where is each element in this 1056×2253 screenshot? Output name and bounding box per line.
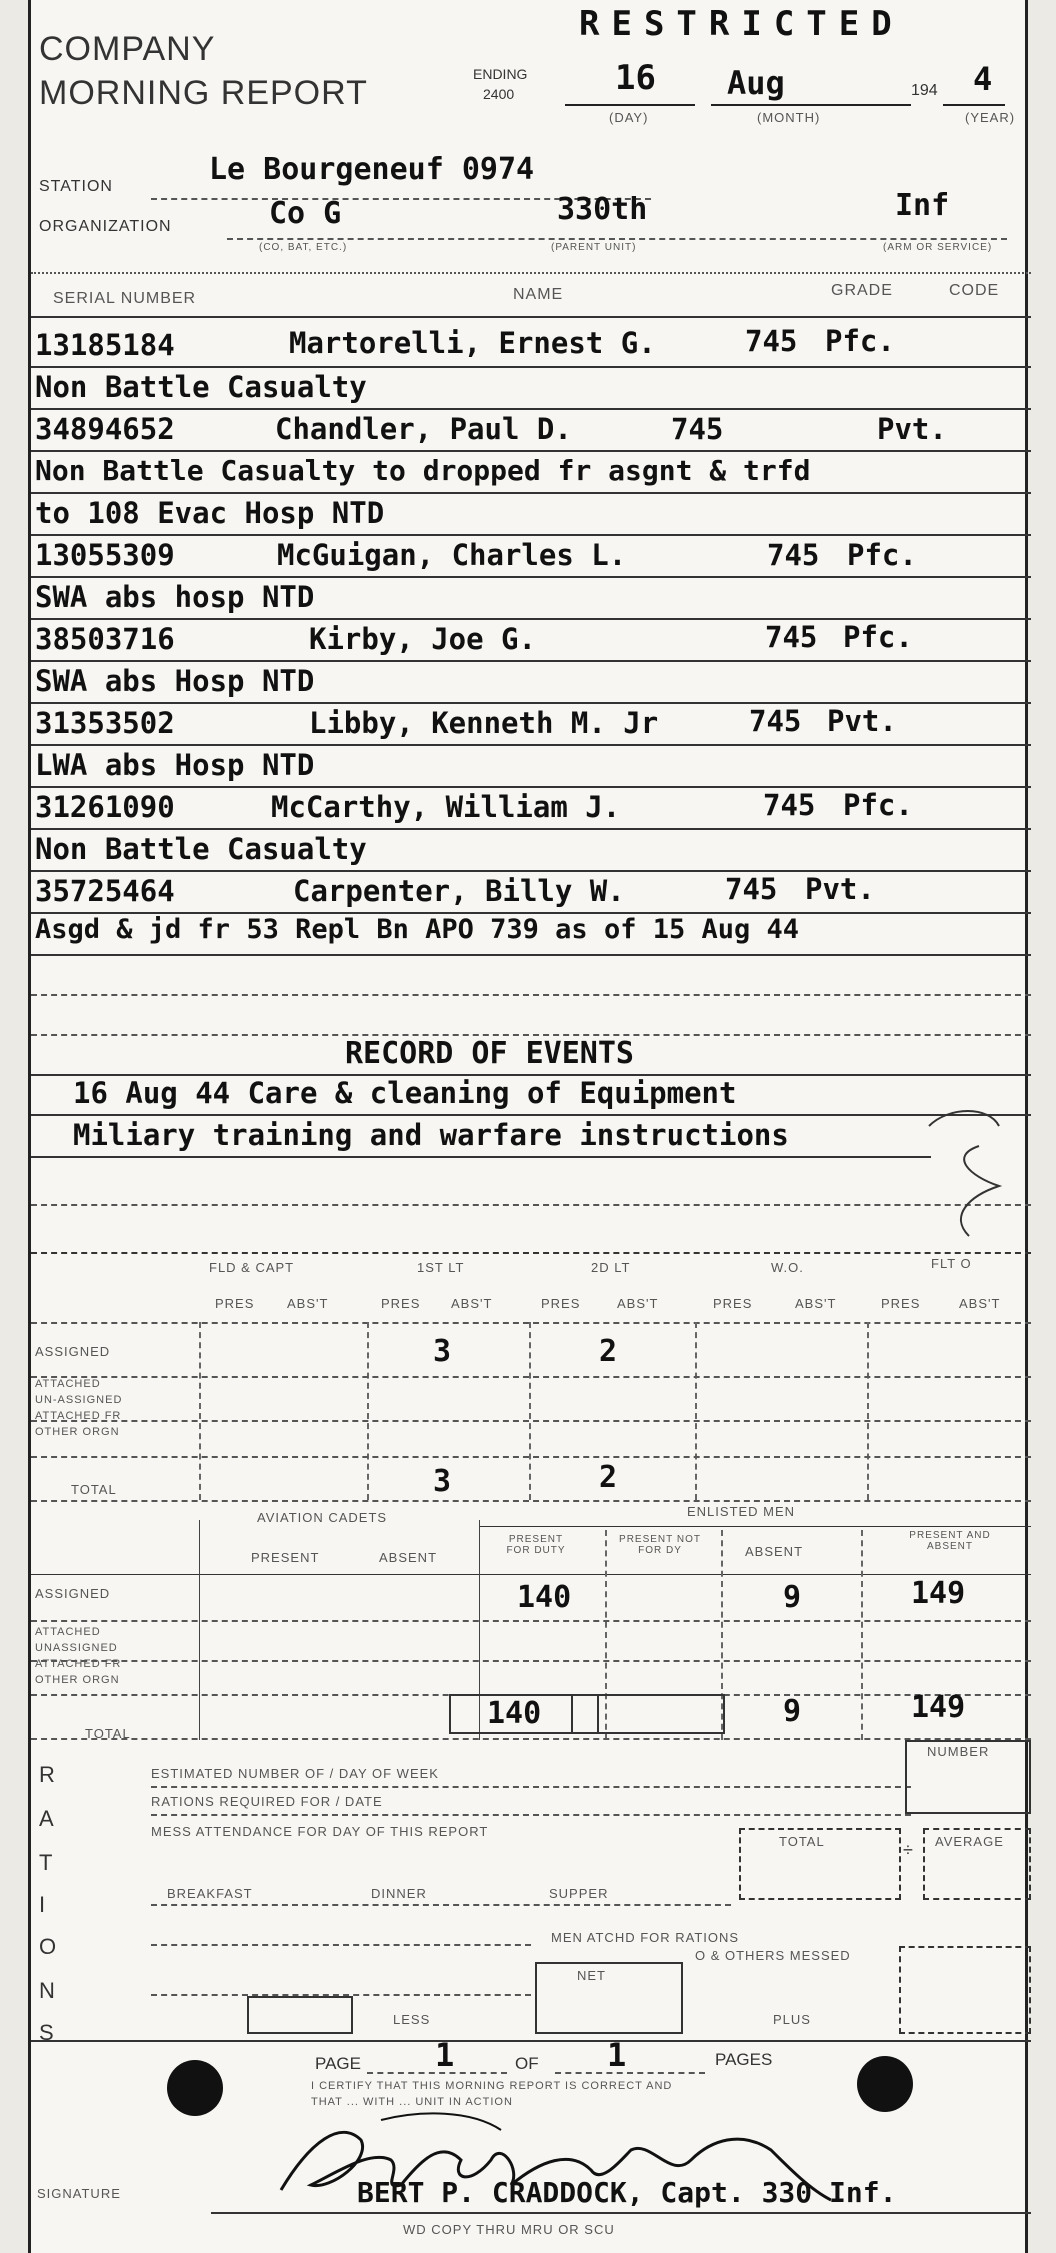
row-label-other-orgn: OTHER ORGN — [35, 1674, 120, 1686]
year-underline — [943, 104, 1005, 106]
page-label: PAGE — [315, 2054, 361, 2073]
row-label-assigned: ASSIGNED — [35, 1586, 111, 1601]
report-month: Aug — [727, 64, 785, 102]
entry-grade: Pfc. — [843, 788, 913, 822]
strength-col-divider — [867, 1322, 869, 1500]
entry-rule — [31, 870, 1031, 872]
entry-note: Asgd & jd fr 53 Repl Bn APO 739 as of 15 Aug 44 — [35, 914, 800, 945]
rations-rule — [151, 1904, 731, 1906]
row-label-attached: ATTACHED — [35, 1378, 101, 1390]
total-em-present-duty: 140 — [487, 1696, 542, 1731]
row-label-attached-fr: ATTACHED FR — [35, 1410, 122, 1422]
rations-letter: I — [39, 1892, 46, 1917]
entry-note-continued: to 108 Evac Hosp NTD — [35, 496, 385, 530]
morning-report-form — [28, 0, 1028, 2253]
assigned-em-absent: 9 — [783, 1580, 802, 1615]
row-label-attached: ATTACHED — [35, 1626, 101, 1638]
rations-letter: T — [39, 1850, 53, 1875]
entry-name: Carpenter, Billy W. — [293, 874, 625, 908]
assigned-2d-lt-present: 2 — [599, 1334, 618, 1369]
rations-rule — [151, 1944, 531, 1946]
station-value: Le Bourgeneuf 0974 — [209, 152, 535, 187]
time-label: 2400 — [483, 86, 515, 102]
strength-col-divider — [529, 1322, 531, 1500]
entry-name: Martorelli, Ernest G. — [289, 326, 656, 360]
row-label-other-orgn: OTHER ORGN — [35, 1426, 120, 1438]
sub-header: PRES — [881, 1296, 921, 1311]
entry-note: Non Battle Casualty — [35, 832, 367, 866]
pages-label: PAGES — [715, 2050, 773, 2069]
report-day: 16 — [615, 58, 656, 98]
dinner-label: DINNER — [371, 1886, 427, 1901]
entry-grade: Pfc. — [847, 538, 917, 572]
entry-rule — [31, 744, 1031, 746]
organization-line — [227, 238, 1007, 240]
plus-label: PLUS — [773, 2012, 811, 2027]
events-rule — [31, 1156, 931, 1158]
strength-row-rule — [31, 1376, 1031, 1378]
col-flt-o: FLT O — [931, 1256, 972, 1271]
entry-code: 745 — [763, 788, 816, 822]
events-rule — [31, 1114, 1031, 1116]
page-number: 1 — [435, 2036, 455, 2074]
entry-serial: 13055309 — [35, 538, 175, 572]
binder-hole-right — [857, 2056, 913, 2112]
net-box — [535, 1962, 683, 2034]
rations-rule — [151, 1814, 911, 1816]
rations-required-line: RATIONS REQUIRED FOR / DATE — [151, 1794, 383, 1809]
sub-header: ABS'T — [795, 1296, 837, 1311]
column-header-rule — [31, 316, 1031, 318]
entry-rule — [31, 954, 1031, 956]
sub-header: ABS'T — [959, 1296, 1001, 1311]
entry-name: Chandler, Paul D. — [275, 412, 572, 446]
events-line-1: 16 Aug 44 Care & cleaning of Equipment — [73, 1076, 737, 1110]
total-not-duty-box — [571, 1694, 725, 1734]
events-blank-line — [31, 1204, 1031, 1206]
parent-caption: (PARENT UNIT) — [551, 242, 637, 253]
number-label: NUMBER — [927, 1744, 990, 1759]
enlisted-header-rule — [479, 1526, 1031, 1527]
rations-letter: R — [39, 1762, 55, 1787]
of-label: OF — [515, 2054, 539, 2073]
certify-line-1: I CERTIFY THAT THIS MORNING REPORT IS CORRECT AND — [311, 2080, 673, 2092]
restricted-stamp: RESTRICTED — [579, 4, 904, 44]
form-title-line2: MORNING REPORT — [39, 74, 368, 112]
rations-rule — [151, 1786, 911, 1788]
sub-present-and-absent: PRESENT AND ABSENT — [909, 1530, 991, 1552]
total-label: TOTAL — [779, 1834, 825, 1849]
entry-code: 745 — [671, 412, 724, 446]
sub-header: PRES — [381, 1296, 421, 1311]
strength2-row-rule — [31, 1620, 1031, 1622]
rations-letter: O — [39, 1934, 57, 1959]
sub-present-for-duty: PRESENT FOR DUTY — [506, 1534, 566, 1556]
strength-col-divider — [199, 1322, 201, 1500]
breakfast-label: BREAKFAST — [167, 1886, 253, 1901]
day-underline — [565, 104, 695, 106]
events-line-2: Miliary training and warfare instructions — [73, 1118, 789, 1152]
pencil-scribble — [909, 1096, 1019, 1246]
ending-label: ENDING — [473, 66, 528, 82]
entry-name: McCarthy, William J. — [271, 790, 621, 824]
strength2-col-divider — [199, 1520, 200, 1740]
row-label-unassigned: UNASSIGNED — [35, 1642, 118, 1654]
entry-name: Libby, Kenneth M. Jr — [309, 706, 659, 740]
row-label-attached-fr: ATTACHED FR — [35, 1658, 122, 1670]
col-2d-lt: 2D LT — [591, 1260, 631, 1275]
strength2-row-rule — [31, 1660, 1031, 1662]
entry-rule — [31, 660, 1031, 662]
sub-header: PRES — [215, 1296, 255, 1311]
year-caption: (YEAR) — [965, 110, 1016, 125]
col-fld-capt: FLD & CAPT — [209, 1260, 295, 1275]
strength-row-rule — [31, 1500, 1031, 1502]
row-label-unassigned: UN-ASSIGNED — [35, 1394, 123, 1406]
rations-estimated-line: ESTIMATED NUMBER OF / DAY OF WEEK — [151, 1766, 439, 1781]
small-entry-box — [247, 1996, 353, 2034]
strength2-bottom-rule — [31, 1738, 1031, 1740]
col-1st-lt: 1ST LT — [417, 1260, 465, 1275]
report-year-digit: 4 — [973, 60, 993, 98]
rations-letter: S — [39, 2020, 54, 2045]
entry-rule — [31, 450, 1031, 452]
strength-row-rule — [31, 1420, 1031, 1422]
total-pages-number: 1 — [607, 2036, 627, 2074]
entry-grade: Pfc. — [825, 324, 895, 358]
rations-total-box — [899, 1946, 1031, 2034]
entry-note: SWA abs Hosp NTD — [35, 664, 315, 698]
divide-sign: ÷ — [903, 1840, 913, 1860]
sub-present-not-for-duty: PRESENT NOT FOR DY — [619, 1534, 701, 1556]
strength-col-divider — [367, 1322, 369, 1500]
year-prefix: 194 — [911, 82, 938, 99]
entry-rule — [31, 492, 1031, 494]
entry-serial: 31353502 — [35, 706, 175, 740]
organization-unit: Co G — [269, 196, 342, 231]
month-caption: (MONTH) — [757, 110, 821, 125]
col-wo: W.O. — [771, 1260, 804, 1275]
strength-row-rule — [31, 1456, 1031, 1458]
sub-present: PRESENT — [251, 1550, 320, 1565]
form-title-line1: COMPANY — [39, 30, 216, 68]
strength2-header-rule — [31, 1574, 1031, 1575]
aviation-cadets-header: AVIATION CADETS — [257, 1510, 388, 1525]
strength-top-rule — [31, 1252, 1031, 1254]
entry-note: Non Battle Casualty to dropped fr asgnt & trfd — [35, 454, 811, 487]
entry-serial: 13185184 — [35, 328, 175, 362]
entry-note: LWA abs Hosp NTD — [35, 748, 315, 782]
sub-absent-em: ABSENT — [745, 1544, 804, 1559]
signature-rule — [211, 2212, 1031, 2214]
entry-name: Kirby, Joe G. — [309, 622, 536, 656]
sub-header: ABS'T — [287, 1296, 329, 1311]
month-underline — [711, 104, 911, 106]
supper-label: SUPPER — [549, 1886, 609, 1901]
col-code: CODE — [949, 282, 1000, 299]
sub-header: PRES — [713, 1296, 753, 1311]
col-grade: GRADE — [831, 282, 893, 299]
entry-note: SWA abs hosp NTD — [35, 580, 315, 614]
entry-code: 745 — [767, 538, 820, 572]
row-label-total: TOTAL — [85, 1726, 131, 1741]
entry-code: 745 — [745, 324, 798, 358]
entry-rule — [31, 828, 1031, 830]
arm-caption: (ARM OR SERVICE) — [883, 242, 993, 253]
entry-rule — [31, 534, 1031, 536]
sub-header: ABS'T — [617, 1296, 659, 1311]
strength2-col-divider — [861, 1530, 863, 1740]
col-name: NAME — [513, 286, 564, 303]
certify-line-2: THAT ... WITH ... UNIT IN ACTION — [311, 2096, 513, 2108]
total-1st-lt-present: 3 — [433, 1464, 452, 1499]
entry-serial: 34894652 — [35, 412, 175, 446]
entry-rule — [31, 366, 1031, 368]
entry-code: 745 — [725, 872, 778, 906]
net-label: NET — [577, 1968, 606, 1983]
station-label: STATION — [39, 178, 113, 195]
entry-serial: 31261090 — [35, 790, 175, 824]
entry-name: McGuigan, Charles L. — [277, 538, 627, 572]
men-attached-rations-label: MEN ATCHD FOR RATIONS — [551, 1930, 740, 1945]
rations-letter: A — [39, 1806, 54, 1831]
assigned-1st-lt-present: 3 — [433, 1334, 452, 1369]
sub-header: PRES — [541, 1296, 581, 1311]
entry-rule — [31, 408, 1031, 410]
less-label: LESS — [393, 2012, 431, 2027]
total-em-total: 149 — [911, 1690, 966, 1725]
header-separator — [31, 272, 1031, 274]
day-caption: (DAY) — [609, 110, 649, 125]
entry-grade: Pvt. — [877, 412, 947, 446]
entry-grade: Pfc. — [843, 620, 913, 654]
enlisted-men-header: ENLISTED MEN — [687, 1504, 796, 1519]
total-em-absent: 9 — [783, 1694, 802, 1729]
sub-header: ABS'T — [451, 1296, 493, 1311]
wd-copy-note: WD COPY THRU MRU OR SCU — [403, 2222, 615, 2237]
entry-rule — [31, 576, 1031, 578]
signer-name: BERT P. CRADDOCK, Capt. 330 Inf. — [357, 2176, 897, 2209]
entry-grade: Pvt. — [827, 704, 897, 738]
organization-parent: 330th — [557, 192, 648, 227]
entry-code: 745 — [765, 620, 818, 654]
strength-col-divider — [695, 1322, 697, 1500]
rations-bottom-rule — [31, 2040, 1031, 2042]
record-of-events-heading: RECORD OF EVENTS — [345, 1036, 634, 1071]
of-line — [555, 2072, 705, 2074]
rations-letter: N — [39, 1978, 55, 2003]
mess-attendance-line: MESS ATTENDANCE FOR DAY OF THIS REPORT — [151, 1824, 489, 1839]
binder-hole-left — [167, 2060, 223, 2116]
entry-grade: Pvt. — [805, 872, 875, 906]
average-label: AVERAGE — [935, 1834, 1004, 1849]
entry-code: 745 — [749, 704, 802, 738]
row-label-total: TOTAL — [71, 1482, 117, 1497]
entry-serial: 38503716 — [35, 622, 175, 656]
blank-line — [31, 994, 1031, 996]
assigned-em-present-duty: 140 — [517, 1580, 572, 1615]
col-serial-number: SERIAL NUMBER — [53, 290, 197, 307]
entry-serial: 35725464 — [35, 874, 175, 908]
officers-messed-label: O & OTHERS MESSED — [695, 1948, 851, 1963]
assigned-em-total: 149 — [911, 1576, 966, 1611]
total-2d-lt-present: 2 — [599, 1460, 618, 1495]
row-label-assigned: ASSIGNED — [35, 1344, 111, 1359]
strength-header-rule — [31, 1322, 1031, 1324]
page-line — [367, 2072, 507, 2074]
unit-caption: (CO, BAT, ETC.) — [259, 242, 348, 253]
organization-label: ORGANIZATION — [39, 218, 172, 235]
signature-label: SIGNATURE — [37, 2186, 121, 2201]
entry-note: Non Battle Casualty — [35, 370, 367, 404]
sub-absent: ABSENT — [379, 1550, 438, 1565]
organization-arm: Inf — [895, 188, 950, 223]
